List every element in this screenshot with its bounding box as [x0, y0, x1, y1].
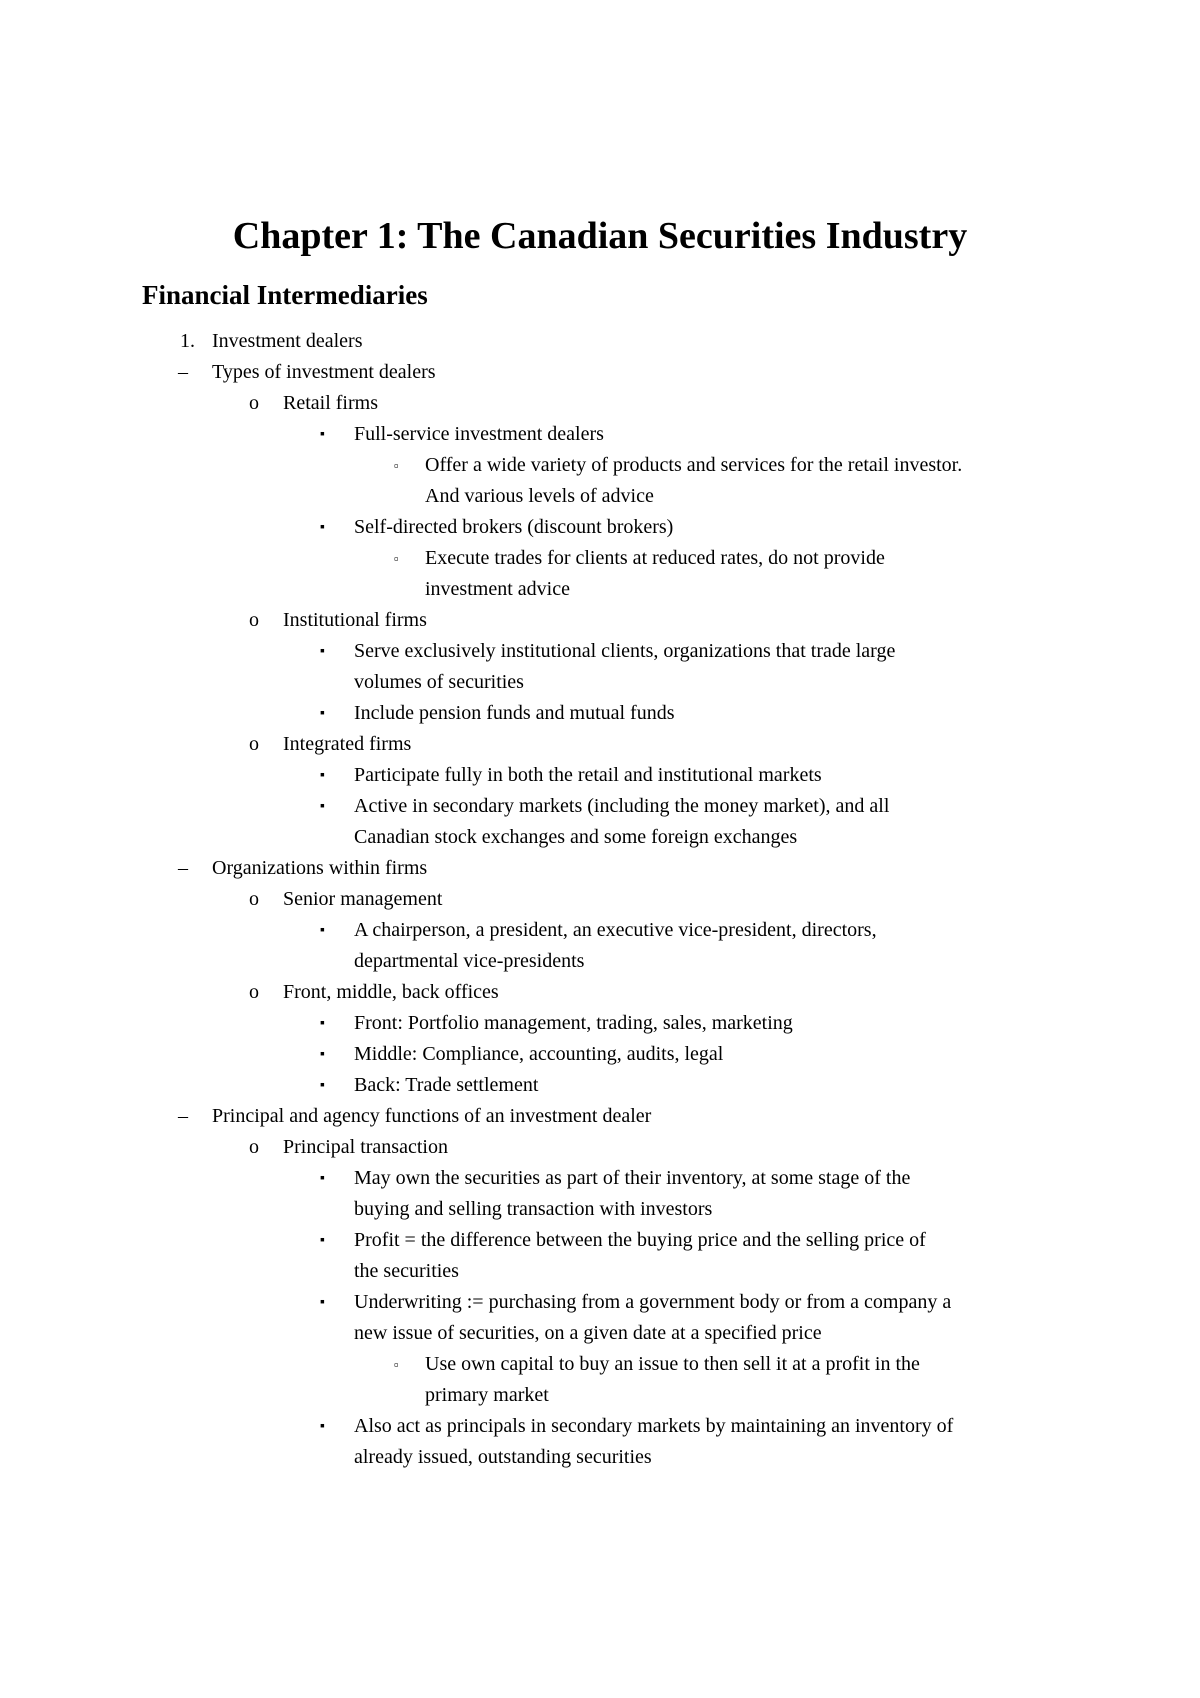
- outline-text: A chairperson, a president, an executive vice-president, directors,: [354, 919, 877, 941]
- bullet-marker: o: [249, 392, 259, 414]
- bullet-marker: o: [249, 981, 259, 1003]
- outline-line-continuation: [0, 1442, 1200, 1473]
- bullet-marker: ▪: [320, 706, 325, 721]
- outline-text: Execute trades for clients at reduced rates, do not provide: [425, 547, 885, 569]
- bullet-marker: ▫: [394, 1357, 399, 1372]
- outline-text: Senior management: [283, 888, 443, 910]
- outline-item: [0, 1101, 1200, 1132]
- outline-item: [0, 1411, 1200, 1442]
- outline-text: Use own capital to buy an issue to then sell it at a profit in the: [425, 1353, 920, 1375]
- outline-text: Types of investment dealers: [212, 361, 436, 383]
- outline-item: [0, 388, 1200, 419]
- outline-text: new issue of securities, on a given date at a specified price: [354, 1322, 822, 1344]
- outline-item: [0, 512, 1200, 543]
- outline-line-continuation: [0, 481, 1200, 512]
- outline-text: Front: Portfolio management, trading, sales, marketing: [354, 1012, 793, 1034]
- outline-line-continuation: [0, 822, 1200, 853]
- outline-item: [0, 1225, 1200, 1256]
- bullet-marker: ▪: [320, 644, 325, 659]
- outline-text: primary market: [425, 1384, 549, 1406]
- bullet-marker: ▪: [320, 799, 325, 814]
- bullet-marker: o: [249, 733, 259, 755]
- bullet-marker: ▪: [320, 1295, 325, 1310]
- outline-item: [0, 791, 1200, 822]
- bullet-marker: o: [249, 888, 259, 910]
- outline-text: And various levels of advice: [425, 485, 654, 507]
- outline-item: [0, 636, 1200, 667]
- outline-text: May own the securities as part of their inventory, at some stage of the: [354, 1167, 911, 1189]
- outline-text: Include pension funds and mutual funds: [354, 702, 675, 724]
- outline-item: [0, 760, 1200, 791]
- outline-item: [0, 1132, 1200, 1163]
- outline-item: [0, 884, 1200, 915]
- outline-line-continuation: [0, 946, 1200, 977]
- bullet-marker: o: [249, 609, 259, 631]
- outline-text: Investment dealers: [212, 330, 363, 352]
- outline-text: Full-service investment dealers: [354, 423, 604, 445]
- outline-text: Participate fully in both the retail and institutional markets: [354, 764, 822, 786]
- bullet-marker: –: [178, 857, 188, 879]
- outline-text: Middle: Compliance, accounting, audits, legal: [354, 1043, 724, 1065]
- outline-line-continuation: [0, 1194, 1200, 1225]
- outline-text: Retail firms: [283, 392, 378, 414]
- outline-item: [0, 977, 1200, 1008]
- outline-item: [0, 419, 1200, 450]
- outline-item: [0, 729, 1200, 760]
- bullet-marker: ▫: [394, 551, 399, 566]
- outline-item: [0, 357, 1200, 388]
- outline-item: [0, 698, 1200, 729]
- bullet-marker: ▪: [320, 520, 325, 535]
- outline-text: Integrated firms: [283, 733, 412, 755]
- outline-text: Institutional firms: [283, 609, 427, 631]
- bullet-marker: –: [178, 1105, 188, 1127]
- bullet-marker: o: [249, 1136, 259, 1158]
- outline-item: [0, 326, 1200, 357]
- outline-text: Organizations within firms: [212, 857, 428, 879]
- outline-line-continuation: [0, 1380, 1200, 1411]
- outline-text: buying and selling transaction with investors: [354, 1198, 713, 1220]
- outline-text: Underwriting := purchasing from a government body or from a company a: [354, 1291, 952, 1313]
- bullet-marker: 1.: [180, 330, 195, 352]
- outline-item: [0, 1349, 1200, 1380]
- bullet-marker: ▪: [320, 1078, 325, 1093]
- outline-text: Principal and agency functions of an investment dealer: [212, 1105, 652, 1127]
- outline-list: [0, 326, 1200, 1473]
- bullet-marker: ▪: [320, 923, 325, 938]
- outline-item: [0, 1287, 1200, 1318]
- outline-line-continuation: [0, 667, 1200, 698]
- outline-item: [0, 1008, 1200, 1039]
- section-heading: Financial Intermediaries: [142, 280, 428, 310]
- outline-item: [0, 1070, 1200, 1101]
- bullet-marker: ▪: [320, 1419, 325, 1434]
- outline-text: Also act as principals in secondary markets by maintaining an inventory of: [354, 1415, 954, 1437]
- bullet-marker: –: [178, 361, 188, 383]
- outline-text: the securities: [354, 1260, 459, 1282]
- outline-text: investment advice: [425, 578, 570, 600]
- outline-text: volumes of securities: [354, 671, 524, 693]
- outline-text: Front, middle, back offices: [283, 981, 499, 1003]
- outline-text: departmental vice-presidents: [354, 950, 585, 972]
- outline-text: already issued, outstanding securities: [354, 1446, 652, 1468]
- outline-text: Active in secondary markets (including the money market), and all: [354, 795, 890, 817]
- bullet-marker: ▫: [394, 458, 399, 473]
- outline-text: Canadian stock exchanges and some foreign exchanges: [354, 826, 798, 848]
- outline-line-continuation: [0, 1318, 1200, 1349]
- bullet-marker: ▪: [320, 1016, 325, 1031]
- bullet-marker: ▪: [320, 1233, 325, 1248]
- outline-line-continuation: [0, 1256, 1200, 1287]
- outline-item: [0, 915, 1200, 946]
- outline-text: Back: Trade settlement: [354, 1074, 539, 1096]
- outline-text: Serve exclusively institutional clients, organizations that trade large: [354, 640, 896, 662]
- bullet-marker: ▪: [320, 768, 325, 783]
- outline-item: [0, 1163, 1200, 1194]
- page-title: Chapter 1: The Canadian Securities Industry: [232, 215, 968, 257]
- outline-item: [0, 1039, 1200, 1070]
- outline-item: [0, 543, 1200, 574]
- outline-text: Self-directed brokers (discount brokers): [354, 516, 674, 538]
- bullet-marker: ▪: [320, 1047, 325, 1062]
- bullet-marker: ▪: [320, 1171, 325, 1186]
- outline-item: [0, 605, 1200, 636]
- outline-text: Offer a wide variety of products and services for the retail investor.: [425, 454, 963, 476]
- outline-item: [0, 450, 1200, 481]
- outline-line-continuation: [0, 574, 1200, 605]
- outline-text: Principal transaction: [283, 1136, 448, 1158]
- bullet-marker: ▪: [320, 427, 325, 442]
- outline-text: Profit = the difference between the buying price and the selling price of: [354, 1229, 926, 1251]
- outline-item: [0, 853, 1200, 884]
